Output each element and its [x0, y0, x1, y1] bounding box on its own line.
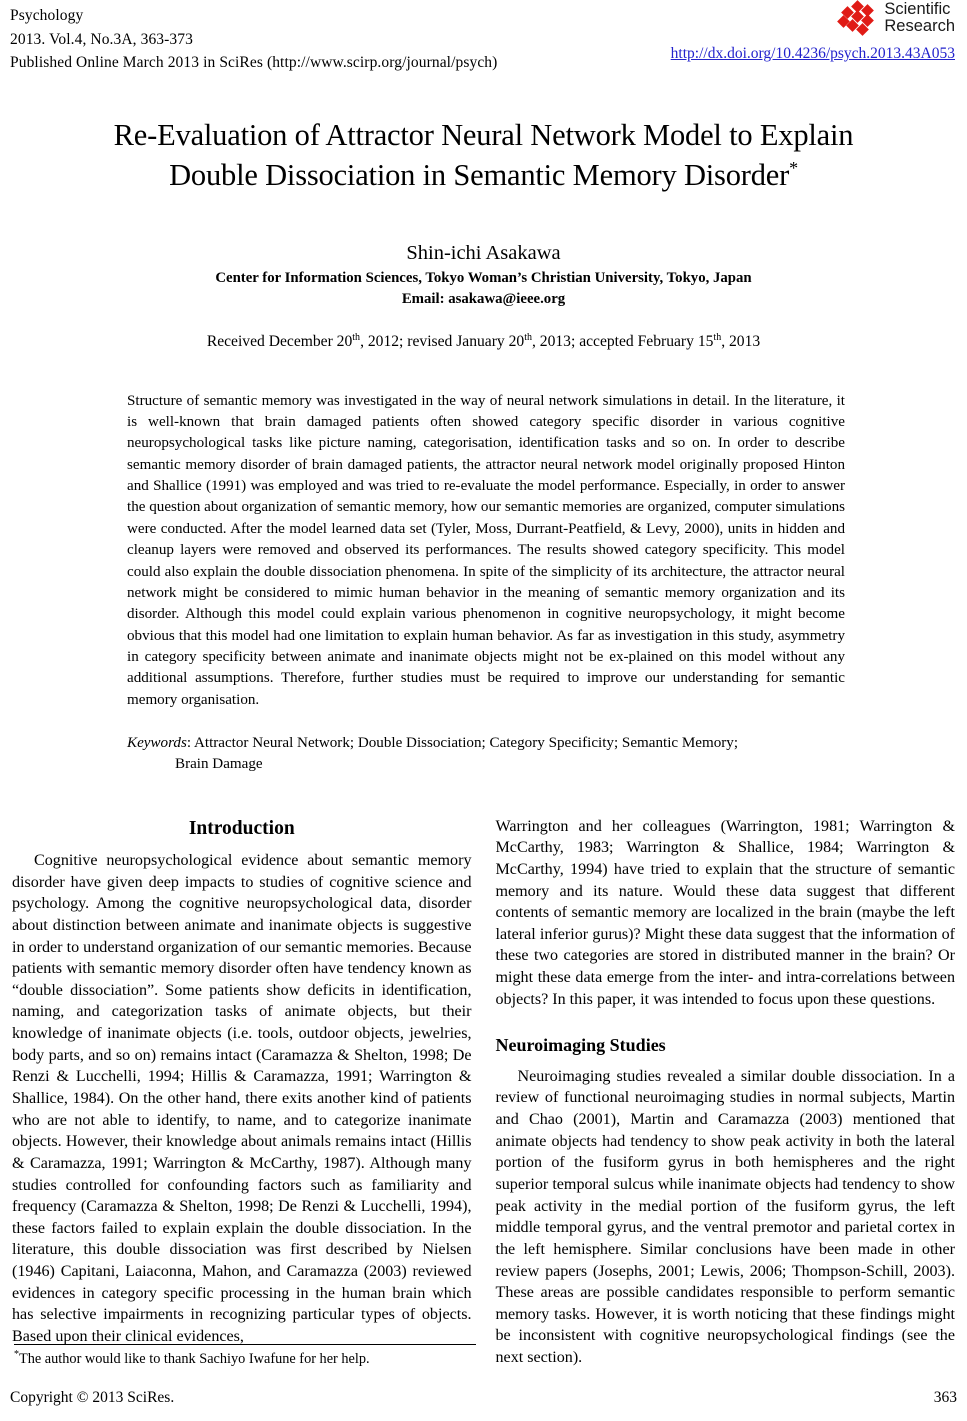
author-block	[10, 239, 957, 350]
footnote-marker: *	[14, 1348, 19, 1360]
page-footer	[10, 1389, 957, 1407]
paper-title-line2: Double Dissociation in Semantic Memory Disorder	[169, 157, 790, 192]
keywords-label: Keywords	[127, 734, 187, 751]
dates-mid-2: , 2013; accepted February 15	[531, 332, 714, 350]
paper-title-line1: Re-Evaluation of Attractor Neural Network Model to Explain	[113, 118, 854, 152]
right-column-paragraph-1: Warrington and her colleagues (Warrington, 1981; Warrington & McCarthy, 1983; Warrington & Shallice, 1984; Warrington & McCarthy, 1994) have tried to explain that the structure of semantic memory and its nature. Would these data suggest that different contents of semantic memory are localized in the brain (maybe the left lateral inferior gurus)? Might these data suggest that the information of these two categories are stored in distributed manner in the brain? Or might these data emerge from the inter- and intra-correlations between objects? In this paper, it was intended to focus upon these questions.	[495, 817, 955, 1008]
publisher-name-line2: Research	[884, 17, 955, 36]
keywords-block	[127, 733, 845, 776]
left-column	[12, 816, 472, 1369]
title-footnote-marker: *	[789, 157, 798, 178]
diamond-cluster-icon	[839, 2, 879, 36]
journal-info	[10, 4, 957, 75]
right-column-paragraph-2: Neuroimaging studies revealed a similar double dissociation. In a review of functional neuroimaging studies in normal subjects, Martin and Chao (2001), Martin and Caramazza (2003) mentioned that animate objects had tendency to show peak activity in both the lateral portion of the fusiform gyrus in both hemispheres and the right superior temporal sulcus while inanimate objects had tendency to show peak activity in the medial portion of the fusiform gyrus, the left middle temporal gyrus, and the ventral premotor and parietal cortex in the left hemisphere. Similar conclusions have been made in other review papers (Josephs, 2001; Lewis, 2006; Thompson-Schill, 2003). These areas are possible candidates responsible to perform semantic memory tasks. However, it is worth noticing that these findings might be inconsistent with cognitive neuropsychological findings (see the next section).	[495, 1067, 955, 1367]
author-email: Email: asakawa@ieee.org	[401, 290, 566, 307]
keywords-separator: :	[186, 734, 194, 751]
footnote-rule	[14, 1344, 476, 1345]
doi-line	[671, 45, 955, 63]
body-columns	[10, 816, 957, 1369]
dates-ordinal-3: th	[713, 331, 722, 343]
publisher-name-line1: Scientific	[884, 0, 951, 18]
section-heading-neuroimaging-studies: Neuroimaging Studies	[495, 1035, 666, 1056]
dates-ordinal-1: th	[352, 331, 361, 343]
section-heading-introduction: Introduction	[188, 817, 295, 839]
copyright-notice: Copyright © 2013 SciRes.	[10, 1389, 175, 1406]
footnote-text	[14, 1348, 476, 1369]
dates-tail: , 2013	[721, 332, 761, 350]
author-name: Shin-ichi Asakawa	[406, 242, 561, 265]
page-title	[32, 116, 935, 195]
journal-issue-line: 2013. Vol.4, No.3A, 363-373	[10, 30, 193, 48]
dates-ordinal-2: th	[524, 331, 532, 343]
abstract-block	[127, 391, 845, 711]
footnote-body: The author would like to thank Sachiyo Iwafune for her help.	[19, 1350, 370, 1367]
footnote-area	[14, 1344, 476, 1369]
keywords-line2: Brain Damage	[175, 756, 263, 773]
dates-received-prefix: Received December 20	[206, 332, 353, 350]
journal-published-line: Published Online March 2013 in SciRes (http://www.scirp.org/journal/psych)	[10, 54, 498, 72]
author-affiliation: Center for Information Sciences, Tokyo Woman’s Christian University, Tokyo, Japan	[215, 269, 752, 286]
page-number: 363	[933, 1389, 957, 1406]
publisher-logo	[839, 0, 955, 36]
right-column	[496, 816, 956, 1369]
abstract-text: Structure of semantic memory was investigated in the way of neural network simulations in detail. In the literature, it is well-known that brain damaged patients often showed category specific disorder in various cognitive neuropsychological tasks like picture naming, categorisation, identification tasks and so on. In order to describe semantic memory disorder of brain damaged patients, the attractor neural network model originally proposed Hinton and Shallice (1991) was employed and was tried to re-evaluate the model performance. Especially, in order to answer the question about organization of semantic memory, how our semantic memories are organized, computer simulations were conducted. After the model learned data set (Tyler, Moss, Durrant-Peatfield, & Levy, 2000), units in hidden and cleanup layers were removed and observed its performances. The results showed category specificity. This model could also explain the double dissociation phenomena. In spite of the simplicity of its architecture, the attractor neural network might be considered to mimic human behavior in the meaning of semantic memory organization and its disorder. Although this model could explain various phenomenon in cognitive neuropsychology, it might become obvious that this model had one limitation to explain human behavior. As far as investigation in this study, asymmetry in category specificity between animate and inanimate objects might not be ex-plained on this model without any additional assumptions. Therefore, further studies must be required to improve our understanding for semantic memory organisation.	[127, 392, 845, 708]
doi-link[interactable]: http://dx.doi.org/10.4236/psych.2013.43A053	[670, 45, 955, 62]
journal-name: Psychology	[10, 7, 84, 24]
publication-dates	[10, 332, 957, 351]
masthead	[10, 0, 957, 82]
publisher-name	[884, 0, 955, 35]
left-column-paragraph-1: Cognitive neuropsychological evidence about semantic memory disorder have given deep impacts to studies of cognitive science and psychology. Among the cognitive neuropsychological data, disorder about distinction between animate and inanimate objects is suggestive in order to understand organization of our semantic memories. Because patients with semantic memory disorder often have tendency known as “double dissociation”. Some patients show deficits in identification, naming, and categorization tasks of animate objects, but their knowledge of inanimate objects (i.e. tools, outdoor objects, jewelries, body parts, and so on) remains intact (Caramazza & Shelton, 1998; De Renzi & Lucchelli, 1994; Hillis & Caramazza, 1991; Warrington & Shallice, 1984). On the other hand, there exits another kind of patients who are not able to identify, to name, and to categorize inanimate objects. However, their knowledge about animals remains intact (Hillis & Caramazza, 1991; Warrington & McCarthy, 1987). Although many studies controlled for confounding factors such as familiarity and frequency (Caramazza & Shelton, 1998; De Renzi & Lucchelli, 1994), these factors failed to explain explain the double dissociation. In the literature, this double dissociation was first described by Nielsen (1946) Capitani, Laiaconna, Mahon, and Caramazza (2003) reviewed evidences in category specific processing in the human brain which has selective impairments in recognizing particular types of objects. Based upon their clinical evidences,	[12, 851, 472, 1346]
dates-mid-1: , 2012; revised January 20	[360, 332, 525, 350]
keywords-line1: Attractor Neural Network; Double Dissociation; Category Specificity; Semantic Memory;	[193, 734, 739, 751]
title-block	[10, 116, 957, 195]
